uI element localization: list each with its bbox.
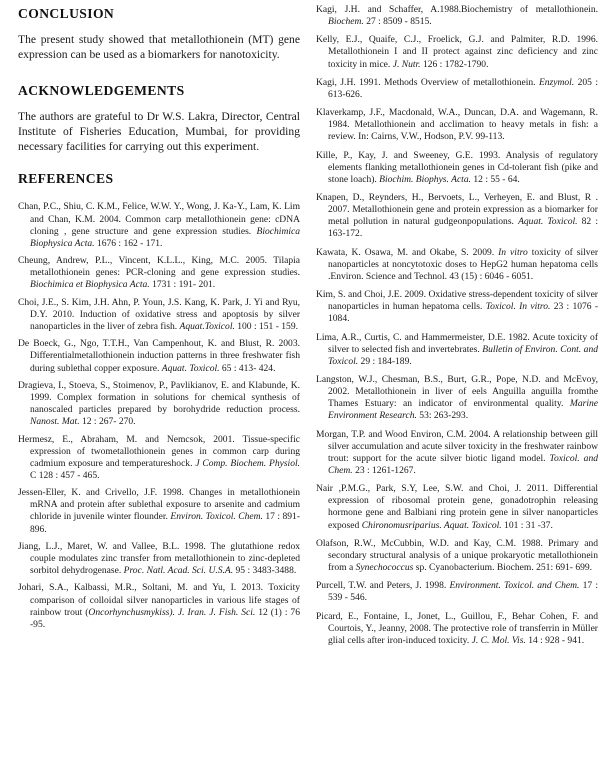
reference-entry: Kille, P., Kay, J. and Sweeney, G.E. 1993. Analysis of regulatory elements flanking metallothionein genes in Cd-tolerant fish (pike and stone loach). Biochim. Biophys. Acta. 12 : 55 - 64. [316,149,598,185]
reference-entry: Kagi, J.H. and Schaffer, A.1988.Biochemistry of metallothionein. Biochem. 27 : 8509 - 8515. [316,4,598,28]
acknowledgements-text: The authors are grateful to Dr W.S. Lakra, Director, Central Institute of Fisheries Education, Mumbai, for providing necessary facilities for carrying out this experiment. [18,109,300,154]
references-list-right [316,4,598,647]
reference-entry: Langston, W.J., Chesman, B.S., Burt, G.R., Pope, N.D. and McEvoy, 2002. Metallothionein in liver of eels Anguilla anguilla fromthe Thames Estuary: an indicator of environmental quality. Marine Environment Research. 53: 263-293. [316,374,598,422]
reference-entry: Lima, A.R., Curtis, C. and Hammermeister, D.E. 1982. Acute toxicity of silver to selected fish and invertebrates. Bulletin of Environ. Cont. and Toxicol. 29 : 184-189. [316,331,599,367]
reference-entry: Cheung, Andrew, P.L., Vincent, K.L.L., King, M.C. 2005. Tilapia metallothionein genes: PCR-cloning and gene expression studies. Biochimica et Biophysica Acta. 1731 : 191- 201. [18,255,300,291]
conclusion-heading: CONCLUSION [18,6,115,21]
conclusion-text: The present study showed that metallothionein (MT) gene expression can be used as a biomarkers for nanotoxicity. [18,33,300,62]
reference-entry: Knapen, D., Reynders, H., Bervoets, L., Verheyen, E. and Blust, R . 2007. Metallothionein gene and protein expression as a biomarker for metal pollution in natural gudgeonpopulations. Aquat. Toxicol. 82 : 163-172. [316,192,598,240]
reference-entry: Jessen-Eller, K. and Crivello, J.F. 1998. Changes in metallothionein mRNA and protein after sublethal exposure to arsenite and cadmium chloride in juvenile winter flounder. Environ. Toxicol. Chem. 17 : 891-896. [18,487,300,535]
reference-entry: Hermesz, E., Abraham, M. and Nemcsok, 2001. Tissue-specific expression of twometallothionein genes in common carp during cadmium exposure and temperatureshock. J Comp. Biochem. Physiol. C 128 : 457 - 465. [18,433,301,481]
reference-entry: Olafson, R.W., McCubbin, W.D. and Kay, C.M. 1988. Primary and secondary structural analysis of a unique prokaryotic metallothionein from a Synechococcus sp. Cyanobacterium. Biochem. 251: 691- 699. [316,537,598,573]
reference-entry: Purcell, T.W. and Peters, J. 1998. Environment. Toxicol. and Chem. 17 : 539 - 546. [316,580,598,604]
reference-entry: Nair ,P.M.G., Park, S.Y, Lee, S.W. and Choi, J. 2011. Differential expression of ribosomal protein gene, gonadotrophin releasing hormone gene and Balbiani ring protein gene in silver nanoparticles exposed Chironomusriparius. Aquat. Toxicol. 101 : 31 -37. [316,483,598,531]
reference-entry: Dragieva, I., Stoeva, S., Stoimenov, P., Pavlikianov, E. and Klabunde, K. 1999. Complex formation in solutions for chemical synthesis of nanoscaled particles prepared by borohydride reduction process. Nanost. Mat. 12 : 267- 270. [18,379,300,428]
acknowledgements-heading: ACKNOWLEDGEMENTS [18,82,185,98]
reference-entry: Morgan, T.P. and Wood Environ, C.M. 2004. A relationship between gill silver accumulation and acute silver toxicity in the freshwater rainbow trout: support for the acute silver biotic ligand model. Toxicol. and Chem. 23 : 1261-1267. [316,428,599,476]
reference-entry: Johari, S.A., Kalbassi, M.R., Soltani, M. and Yu, I. 2013. Toxicity comparison of colloidal silver nanoparticles in various life stages of rainbow trout (Oncorhynchusmykiss). J. Iran. J. Fish. Sci. 12 (1) : 76 -95. [18,582,300,630]
left-column [18,4,300,636]
reference-entry: Picard, E., Fontaine, I., Jonet, L., Guillou, F., Behar Cohen, F. and Courtois, Y., Jeanny, 2008. The protective role of transferrin in Müller glial cells after iron-induced toxicity. J. C. Mol. Vis. 14 : 928 - 941. [316,610,598,646]
reference-entry: Jiang, L.J., Maret, W. and Vallee, B.L. 1998. The glutathione redox couple modulates zinc transfer from metallothionein to zinc-depleted sorbitol dehydrogenase. Proc. Natl. Acad. Sci. U.S.A. 95 : 3483-3488. [18,540,300,577]
reference-entry: Klaverkamp, J.F., Macdonald, W.A., Duncan, D.A. and Wagemann, R. 1984. Metallothionein and acclimation to heavy metals in fish: a review. In: Cairns, V.W., Hodson, P.V. 99-113. [316,107,598,143]
reference-entry: Kelly, E.J., Quaife, C.J., Froelick, G.J. and Palmiter, R.D. 1996. Metallothionein I and II protect against zinc deficiency and zinc toxicity in mice. J. Nutr. 126 : 1782-1790. [316,34,598,70]
reference-entry: Kawata, K. Osawa, M. and Okabe, S. 2009. In vitro toxicity of silver nanoparticles at noncytotoxic doses to HepG2 human hepatoma cells .Environ. Science and Technol. 43 (15) : 6046 - 6051. [316,246,598,282]
reference-entry: Choi, J.E., S. Kim, J.H. Ahn, P. Youn, J.S. Kang, K. Park, J. Yi and Ryu, D.Y. 2010. Induction of oxidative stress and apoptosis by silver nanoparticles in the liver of zebra fish. Aquat.Toxicol. 100 : 151 - 159. [18,296,300,332]
reference-entry: Kim, S. and Choi, J.E. 2009. Oxidative stress-dependent toxicity of silver nanoparticles in human hepatoma cells. Toxicol. In vitro. 23 : 1076 - 1084. [316,289,598,325]
reference-entry: Kagi, J.H. 1991. Methods Overview of metallothionein. Enzymol. 205 : 613-626. [316,76,598,100]
right-column [316,4,598,653]
references-list-left [18,201,300,630]
reference-entry: De Boeck, G., Ngo, T.T.H., Van Campenhout, K. and Blust, R. 2003. Differentialmetallothionein induction patterns in three freshwater fish during sublethal copper exposure. Aquat. Toxicol. 65 : 413- 424. [18,338,300,374]
references-heading: REFERENCES [18,171,114,187]
reference-entry: Chan, P.C., Shiu, C. K.M., Felice, W.W. Y., Wong, J. Ka-Y., Lam, K. Lim and Chan, K.M. 2004. Common carp metallothionein gene: cDNA cloning , gene structure and gene expression studies. Biochimica Biophysica Acta. 1676 : 162 - 171. [18,201,301,249]
